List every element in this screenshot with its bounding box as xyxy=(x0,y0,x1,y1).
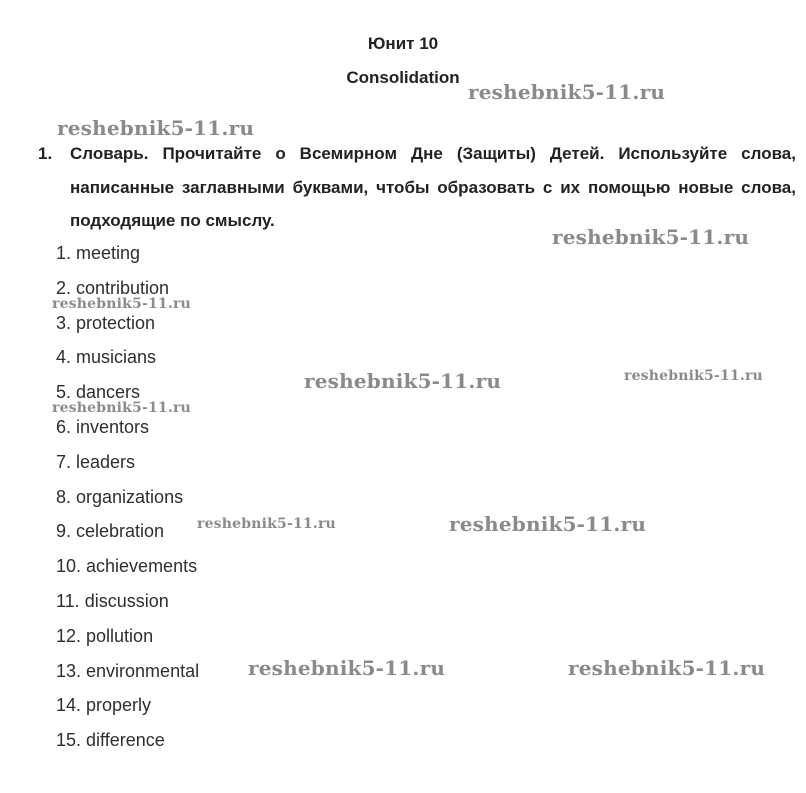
watermark: reshebnik5-11.ru xyxy=(449,512,647,536)
watermark: reshebnik5-11.ru xyxy=(52,296,191,312)
watermark: reshebnik5-11.ru xyxy=(52,400,191,416)
watermark: reshebnik5-11.ru xyxy=(57,116,255,140)
answer-item: 7. leaders xyxy=(56,451,136,472)
answer-item: 8. organizations xyxy=(56,486,184,507)
answer-item: 13. environmental xyxy=(56,660,200,681)
answer-item: 3. protection xyxy=(56,312,156,333)
answer-item: 4. musicians xyxy=(56,347,157,368)
answer-item: 5. dancers xyxy=(56,382,141,403)
answer-item: 2. contribution xyxy=(56,277,170,298)
answer-item: 11. discussion xyxy=(56,590,169,611)
watermark: reshebnik5-11.ru xyxy=(568,656,766,680)
answer-item: 12. pollution xyxy=(56,625,154,646)
answer-item: 15. difference xyxy=(56,730,165,751)
watermark: reshebnik5-11.ru xyxy=(552,225,750,249)
watermark: reshebnik5-11.ru xyxy=(304,369,502,393)
answer-item: 1. meeting xyxy=(56,243,141,263)
task-text: Словарь. Прочитайте о Всемирном Дне (Защиты) Детей. Используйте слова, написанные заглавными буквами, чтобы образовать с их помощью новые слова, подходящие по смыслу. xyxy=(70,144,796,230)
answer-item: 6. inventors xyxy=(56,416,150,437)
task-instruction xyxy=(38,137,796,238)
watermark: reshebnik5-11.ru xyxy=(624,368,763,384)
answer-item: 10. achievements xyxy=(56,556,198,577)
watermark: reshebnik5-11.ru xyxy=(197,516,336,532)
answer-list xyxy=(56,238,199,760)
section-title: Consolidation xyxy=(346,68,460,87)
answer-item: 9. celebration xyxy=(56,521,165,542)
task-number: 1. xyxy=(38,144,53,163)
answer-item: 14. properly xyxy=(56,695,152,716)
unit-title: Юнит 10 xyxy=(367,34,439,53)
watermark: reshebnik5-11.ru xyxy=(248,656,446,680)
watermark: reshebnik5-11.ru xyxy=(468,80,666,104)
